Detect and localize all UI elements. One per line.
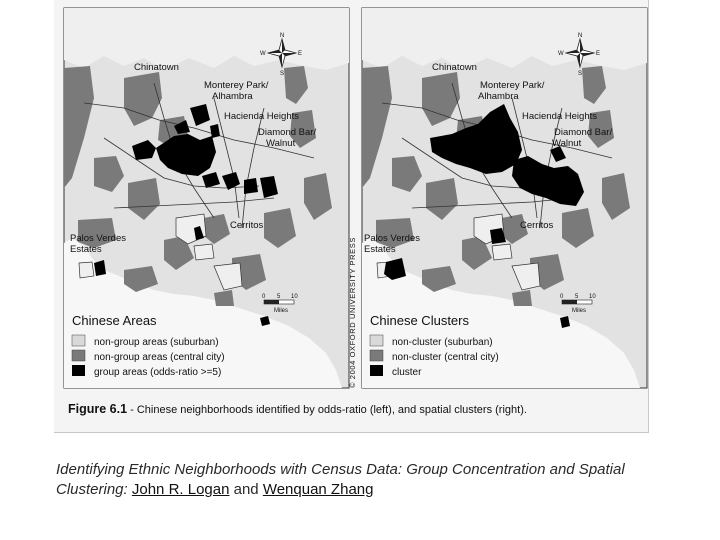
place-label: Palos Verdes bbox=[364, 233, 420, 244]
svg-text:0: 0 bbox=[560, 294, 564, 300]
figure-caption bbox=[68, 402, 527, 416]
map-title: Chinese Clusters bbox=[370, 313, 469, 328]
legend-label: non-group areas (suburban) bbox=[94, 337, 219, 348]
svg-text:10: 10 bbox=[589, 294, 596, 300]
copyright-notice: © 2004 OXFORD UNIVERSITY PRESS bbox=[348, 237, 357, 388]
figure-maps bbox=[54, 0, 648, 432]
svg-text:S: S bbox=[578, 71, 583, 77]
legend-swatch bbox=[72, 350, 85, 361]
svg-text:W: W bbox=[558, 51, 564, 57]
figure-caption-text: - Chinese neighborhoods identified by odds-ratio (left), and spatial clusters (right). bbox=[130, 404, 527, 416]
citation-title: Identifying Ethnic Neighborhoods with Census Data: Group Concentration and Spatial Clustering bbox=[56, 461, 625, 498]
figure-label: Figure 6.1 bbox=[68, 402, 128, 416]
citation-separator: : bbox=[123, 481, 132, 498]
legend-label: non-cluster (suburban) bbox=[392, 337, 493, 348]
svg-text:S: S bbox=[280, 71, 285, 77]
place-label: Cerritos bbox=[520, 220, 554, 231]
figure-image bbox=[54, 0, 649, 433]
svg-text:W: W bbox=[260, 51, 266, 57]
place-label: Chinatown bbox=[134, 62, 179, 73]
place-label: Estates bbox=[70, 244, 102, 255]
place-label: Cerritos bbox=[230, 220, 264, 231]
svg-text:5: 5 bbox=[277, 294, 281, 300]
svg-text:0: 0 bbox=[262, 294, 266, 300]
place-label: Walnut bbox=[266, 138, 296, 149]
place-label: Monterey Park/ bbox=[204, 80, 269, 91]
legend-swatch bbox=[370, 335, 383, 346]
legend-swatch bbox=[370, 350, 383, 361]
place-label: Hacienda Heights bbox=[522, 111, 597, 122]
svg-text:N: N bbox=[578, 33, 583, 39]
legend-label: non-cluster (central city) bbox=[392, 352, 499, 363]
map-title: Chinese Areas bbox=[72, 313, 157, 328]
place-label: Walnut bbox=[552, 138, 582, 149]
place-label: Diamond Bar/ bbox=[258, 127, 317, 138]
place-label: Diamond Bar/ bbox=[554, 127, 613, 138]
place-label: Estates bbox=[364, 244, 396, 255]
svg-text:Miles: Miles bbox=[572, 308, 587, 314]
citation-and: and bbox=[233, 481, 259, 498]
legend-swatch bbox=[72, 365, 85, 376]
svg-text:N: N bbox=[280, 33, 285, 39]
legend-label: non-group areas (central city) bbox=[94, 352, 225, 363]
place-label: Chinatown bbox=[432, 62, 477, 73]
legend-label: cluster bbox=[392, 367, 422, 378]
citation bbox=[56, 460, 676, 500]
left-map bbox=[64, 8, 349, 388]
svg-text:Miles: Miles bbox=[274, 308, 289, 314]
legend-swatch bbox=[72, 335, 85, 346]
place-label: Alhambra bbox=[478, 91, 519, 102]
svg-text:E: E bbox=[596, 51, 601, 57]
svg-text:E: E bbox=[298, 51, 303, 57]
legend-swatch bbox=[370, 365, 383, 376]
legend-label: group areas (odds-ratio >=5) bbox=[94, 367, 222, 378]
right-map bbox=[362, 8, 647, 388]
svg-text:10: 10 bbox=[291, 294, 298, 300]
place-label: Hacienda Heights bbox=[224, 111, 299, 122]
author-link-zhang[interactable]: Wenquan Zhang bbox=[262, 481, 374, 498]
svg-text:5: 5 bbox=[575, 294, 579, 300]
place-label: Monterey Park/ bbox=[480, 80, 545, 91]
place-label: Palos Verdes bbox=[70, 233, 126, 244]
author-link-logan[interactable]: John R. Logan bbox=[131, 481, 230, 498]
place-label: Alhambra bbox=[212, 91, 253, 102]
